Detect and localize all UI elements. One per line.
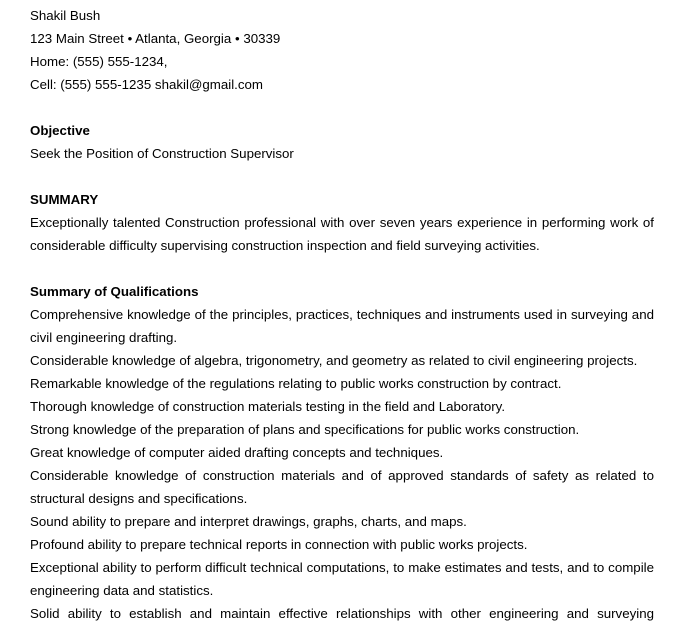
cell-phone-email: Cell: (555) 555-1235 shakil@gmail.com bbox=[30, 77, 264, 92]
home-phone: Home: (555) 555-1234, bbox=[30, 54, 168, 69]
summary-text: Exceptionally talented Construction professional with over seven years experience in performing work of considerable difficulty supervising construction inspection and field surveying activities. bbox=[30, 215, 654, 253]
qualification-item: Comprehensive knowledge of the principles, practices, techniques and instruments used in surveying and civil engineering drafting. bbox=[30, 307, 654, 345]
qualifications-list bbox=[30, 303, 654, 625]
summary-heading: SUMMARY bbox=[30, 192, 99, 207]
qualification-item: Considerable knowledge of algebra, trigonometry, and geometry as related to civil engineering projects. bbox=[30, 353, 638, 368]
qualifications-section bbox=[30, 280, 654, 625]
qualification-item: Sound ability to prepare and interpret drawings, graphs, charts, and maps. bbox=[30, 514, 467, 529]
address-line: 123 Main Street • Atlanta, Georgia • 30339 bbox=[30, 31, 281, 46]
objective-text: Seek the Position of Construction Supervisor bbox=[30, 146, 294, 161]
qualification-item: Remarkable knowledge of the regulations relating to public works construction by contract. bbox=[30, 376, 562, 391]
objective-heading: Objective bbox=[30, 123, 90, 138]
objective-section bbox=[30, 119, 654, 165]
spacer bbox=[30, 165, 654, 188]
qualification-item: Considerable knowledge of construction materials and of approved standards of safety as related to structural designs and specifications. bbox=[30, 468, 654, 506]
qualifications-heading: Summary of Qualifications bbox=[30, 284, 199, 299]
summary-section bbox=[30, 188, 654, 257]
spacer bbox=[30, 96, 654, 119]
qualification-item: Thorough knowledge of construction materials testing in the field and Laboratory. bbox=[30, 399, 506, 414]
resume-document bbox=[30, 4, 654, 625]
candidate-name: Shakil Bush bbox=[30, 8, 101, 23]
spacer bbox=[30, 257, 654, 280]
qualification-item: Solid ability to establish and maintain effective relationships with other engineering and surveying bbox=[30, 606, 654, 621]
qualification-item: Strong knowledge of the preparation of plans and specifications for public works construction. bbox=[30, 422, 580, 437]
qualification-item: Exceptional ability to perform difficult technical computations, to make estimates and tests, and to compile engineering data and statistics. bbox=[30, 560, 654, 598]
qualification-item: Great knowledge of computer aided drafting concepts and techniques. bbox=[30, 445, 444, 460]
qualification-item: Profound ability to prepare technical reports in connection with public works projects. bbox=[30, 537, 528, 552]
contact-block bbox=[30, 4, 654, 96]
